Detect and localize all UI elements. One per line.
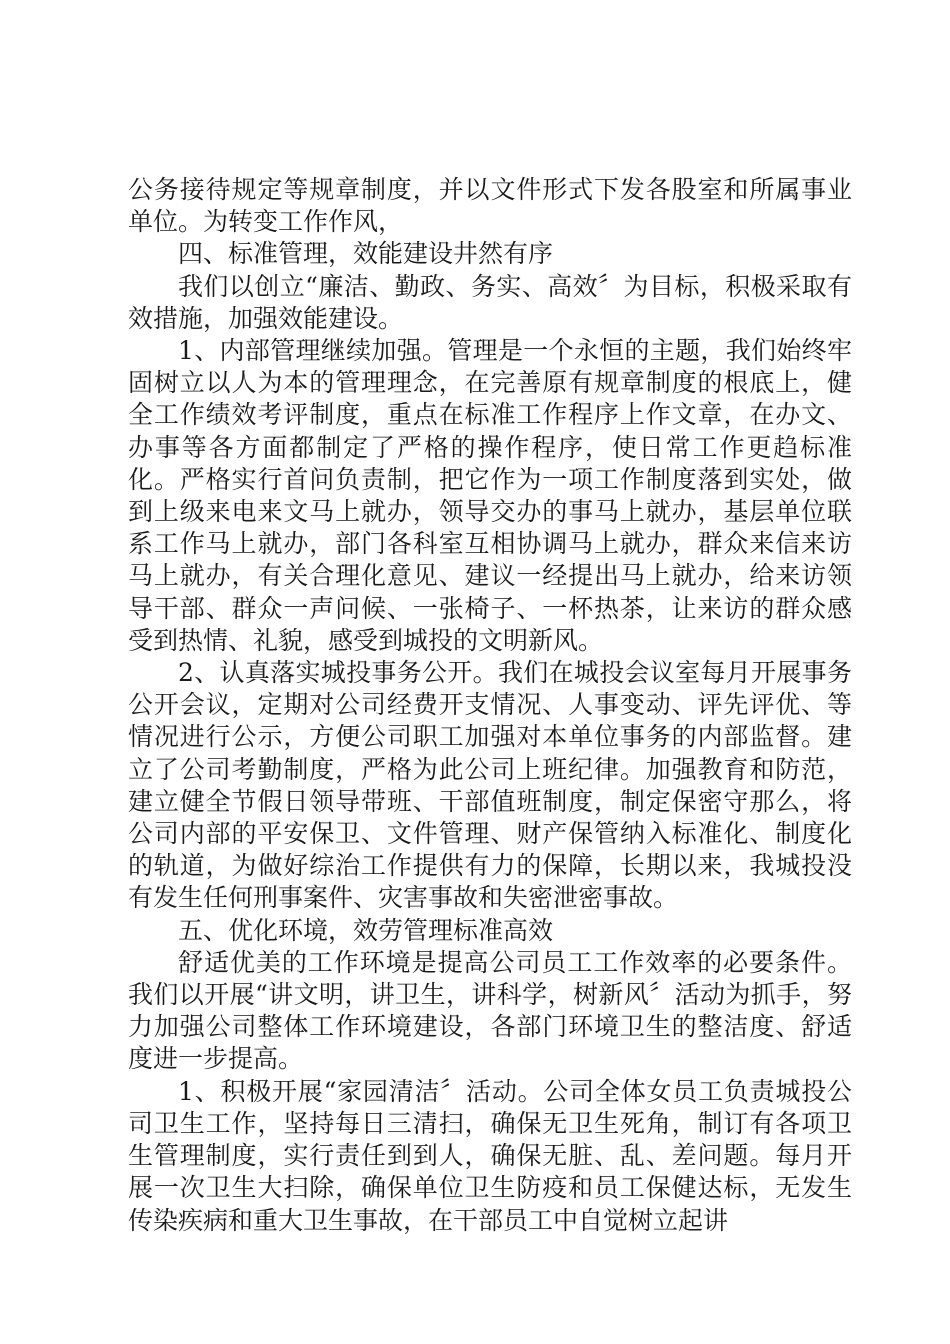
paragraph-environment: 舒适优美的工作环境是提高公司员工工作效率的必要条件。我们以开展“讲文明，讲卫生，讲科学，树新风〞活动为抓手，努力加强公司整体工作环境建设，各部门环境卫生的整洁度、舒适度进一步提高。 <box>128 947 852 1074</box>
section-heading-five: 五、优化环境，效劳管理标准高效 <box>178 915 554 945</box>
paragraph-internal-management: 1、内部管理继续加强。管理是一个永恒的主题，我们始终牢固树立以人为本的管理理念，在完善原有规章制度的根底上，健全工作绩效考评制度，重点在标准工作程序上作文章，在办文、办事等各方面都制定了严格的操作程序，使日常工作更趋标准化。严格实行首问负责制，把它作为一项工作制度落到实处，做到上级来电来文马上就办，领导交办的事马上就办，基层单位联系工作马上就办，部门各科室互相协调马上就办，群众来信来访马上就办，有关合理化意见、建议一经提出马上就办，给来访领导干部、群众一声问候、一张椅子、一杯热茶，让来访的群众感受到热情、礼貌，感受到城投的文明新风。 <box>128 336 852 655</box>
paragraph-intro: 我们以创立“廉洁、勤政、务实、高效〞为目标，积极采取有效措施，加强效能建设。 <box>128 271 852 333</box>
paragraph-cleaning-activity: 1、积极开展“家园清洁〞活动。公司全体女员工负责城投公司卫生工作，坚持每日三清扫，确保无卫生死角，制订有各项卫生管理制度，实行责任到到人，确保无脏、乱、差问题。每月开展一次卫生大扫除，确保单位卫生防疫和员工保健达标，无发生传染疾病和重大卫生事故，在干部员工中自觉树立起讲 <box>128 1076 852 1235</box>
paragraph-continuation: 公务接待规定等规章制度，并以文件形式下发各股室和所属事业单位。为转变工作作风， <box>128 175 852 237</box>
paragraph-affairs-disclosure: 2、认真落实城投事务公开。我们在城投会议室每月开展事务公开会议，定期对公司经费开支情况、人事变动、评先评优、等情况进行公示，方便公司职工加强对本单位事务的内部监督。建立了公司考勤制度，严格为此公司上班纪律。加强教育和防范，建立健全节假日领导带班、干部值班制度，制定保密守那么，将公司内部的平安保卫、文件管理、财产保管纳入标准化、制度化的轨道，为做好综治工作提供有力的保障，长期以来，我城投没有发生任何刑事案件、灾害事故和失密泄密事故。 <box>128 658 852 913</box>
document-body <box>128 174 852 1237</box>
section-heading-four: 四、标准管理，效能建设井然有序 <box>178 239 554 269</box>
